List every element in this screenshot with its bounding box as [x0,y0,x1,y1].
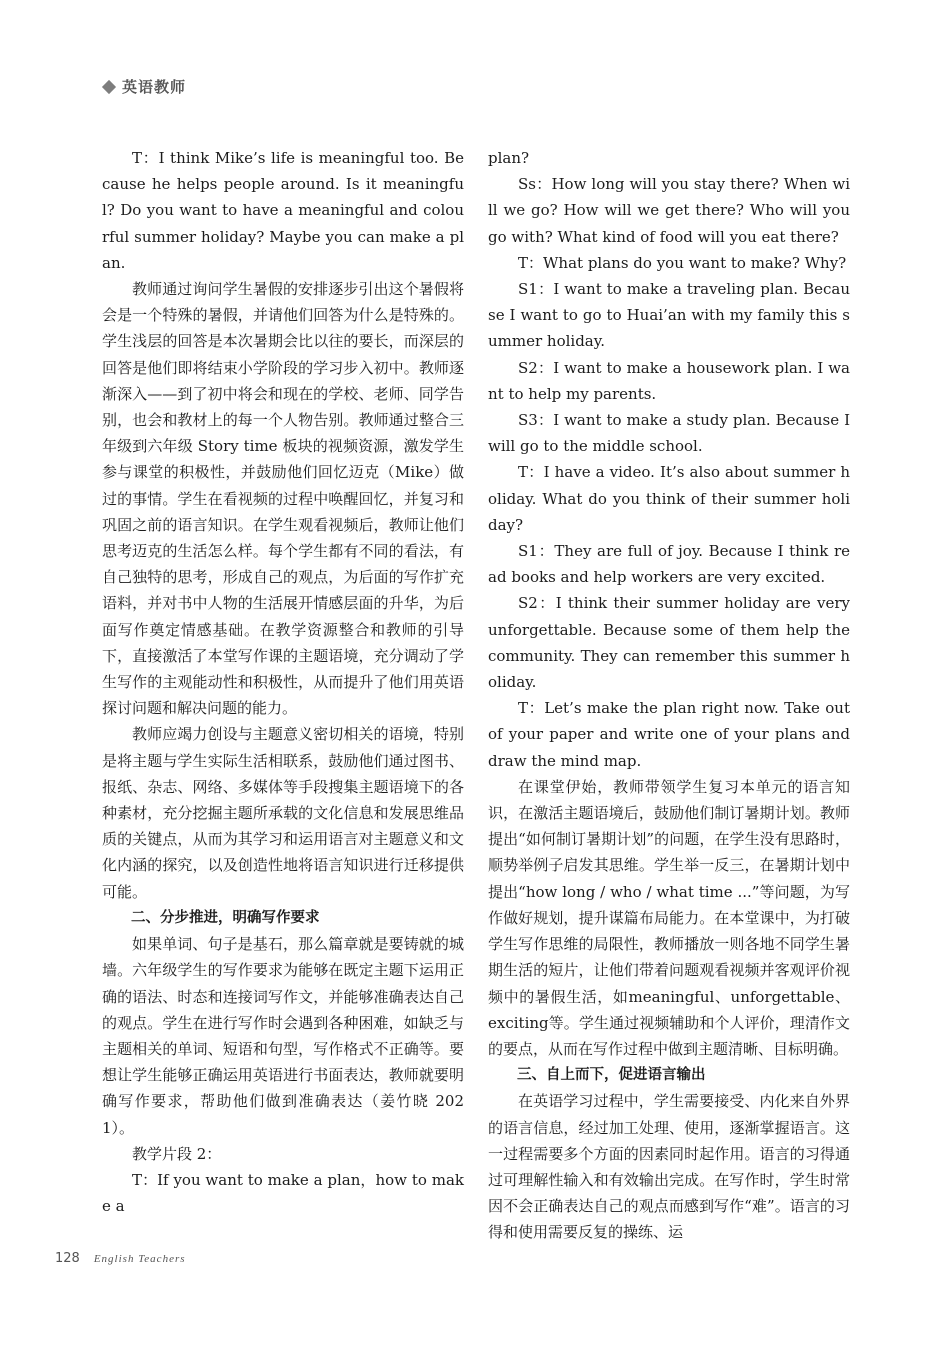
section-heading: 三、自上而下，促进语言输出 [517,1067,706,1084]
journal-name: English Teachers [93,1253,186,1265]
body-paragraph: 在课堂伊始，教师带领学生复习本单元的语言知识，在激活主题语境后，鼓励他们制订暑期计划。教师提出“如何制订暑期计划”的问题，在学生没有思路时，顺势举例子启发其思维。学生举一反三，在暑期计划中提出“how long / who / what time ...”等问题，为写作做好规划，提升谋篇布局能力。在本堂课中，为打破学生写作思维的局限性，教师播放一则各地不同学生暑期生活的短片，让他们带着问题观看视频并客观评价视频中的暑假生活，如meaningful、unforgettable、exciting等。学生通过视频辅助和个人评价，理清作文的要点，从而在写作过程中做到主题清晰、目标明确。 [488,777,850,1058]
dialogue-line: S1：I want to make a traveling plan. Because I want to go to Huai’an with my family this summer holiday. [488,280,850,351]
body-paragraph: 在英语学习过程中，学生需要接受、内化来自外界的语言信息，经过加工处理、使用，逐渐掌握语言。这一过程需要多个方面的因素同时起作用。语言的习得通过可理解性输入和有效输出完成。在写作时，学生时常因不会正确表达自己的观点而感到写作“难”。语言的习得和使用需要反复的操练、运 [488,1092,850,1242]
body-paragraph: 教师应竭力创设与主题意义密切相关的语境，特别是将主题与学生实际生活相联系，鼓励他们通过图书、报纸、杂志、网络、多媒体等手段搜集主题语境下的各种素材，充分挖掘主题所承载的文化信息和发展思维品质的关键点，从而为其学习和运用语言对主题意义和文化内涵的探究，以及创造性地将语言知识进行迁移提供可能。 [102,725,464,901]
dialogue-line: S3：I want to make a study plan. Because I will go to the middle school. [488,411,850,456]
body-paragraph: 如果单词、句子是基石，那么篇章就是要铸就的城墙。六年级学生的写作要求为能够在既定主题下运用正确的语法、时态和连接词写作文，并能够准确表达自己的观点。学生在进行写作时会遇到各种困难，如缺乏与主题相关的单词、短语和句型，写作格式不正确等。要想让学生能够正确运用英语进行书面表达，教师就要明确写作要求，帮助他们做到准确表达（姜竹晓 2021）。 [102,935,464,1137]
diamond-icon [102,79,116,93]
right-column [488,145,850,1246]
dialogue-line: T：If you want to make a plan，how to make a [102,1170,464,1216]
dialogue-line: S1：They are full of joy. Because I think read books and help workers are very excited. [488,542,850,587]
dialogue-continuation: plan? [488,149,530,167]
page-footer [55,1251,186,1266]
dialogue-line: Ss：How long will you stay there? When will we go? How will we get there? Who will you go with? What kind of food will you eat there? [488,175,850,246]
segment-label: 教学片段 2： [132,1144,222,1163]
dialogue-line: S2：I think their summer holiday are very unforgettable. Because some of them help the community. They can remember this summer holiday. [488,594,850,692]
journal-section-title: 英语教师 [122,78,187,96]
dialogue-line: S2：I want to make a housework plan. I want to help my parents. [488,358,850,403]
dialogue-line: T：I think Mike’s life is meaningful too. Because he helps people around. Is it meaningful? Do you want to have a meaningful and colourful summer holiday? Maybe you can make a plan. [102,149,464,272]
running-header [102,76,186,97]
dialogue-line: T：I have a video. It’s also about summer holiday. What do you think of their summer holiday? [488,463,850,534]
dialogue-line: T：Let’s make the plan right now. Take out of your paper and write one of your plans and draw the mind map. [488,699,850,770]
left-column [102,145,464,1219]
section-heading: 二、分步推进，明确写作要求 [131,909,320,926]
dialogue-line: T：What plans do you want to make? Why? [518,253,847,272]
body-paragraph: 教师通过询问学生暑假的安排逐步引出这个暑假将会是一个特殊的暑假，并请他们回答为什么是特殊的。学生浅层的回答是本次暑期会比以往的要长，而深层的回答是他们即将结束小学阶段的学习步入初中。教师逐渐深入——到了初中将会和现在的学校、老师、同学告别，也会和教材上的每一个人物告别。教师通过整合三年级到六年级 Story time 板块的视频资源，激发学生参与课堂的积极性，并鼓励他们回忆迈克（Mike）做过的事情。学生在看视频的过程中唤醒回忆，并复习和巩固之前的语言知识。在学生观看视频后，教师让他们思考迈克的生活怎么样。每个学生都有不同的看法，有自己独特的思考，形成自己的观点，为后面的写作扩充语料，并对书中人物的生活展开情感层面的升华，为后面写作奠定情感基础。在教学资源整合和教师的引导下，直接激活了本堂写作课的主题语境，充分调动了学生写作的主观能动性和积极性，从而提升了他们用英语探讨问题和解决问题的能力。 [102,280,464,718]
page-number: 128 [55,1251,80,1266]
